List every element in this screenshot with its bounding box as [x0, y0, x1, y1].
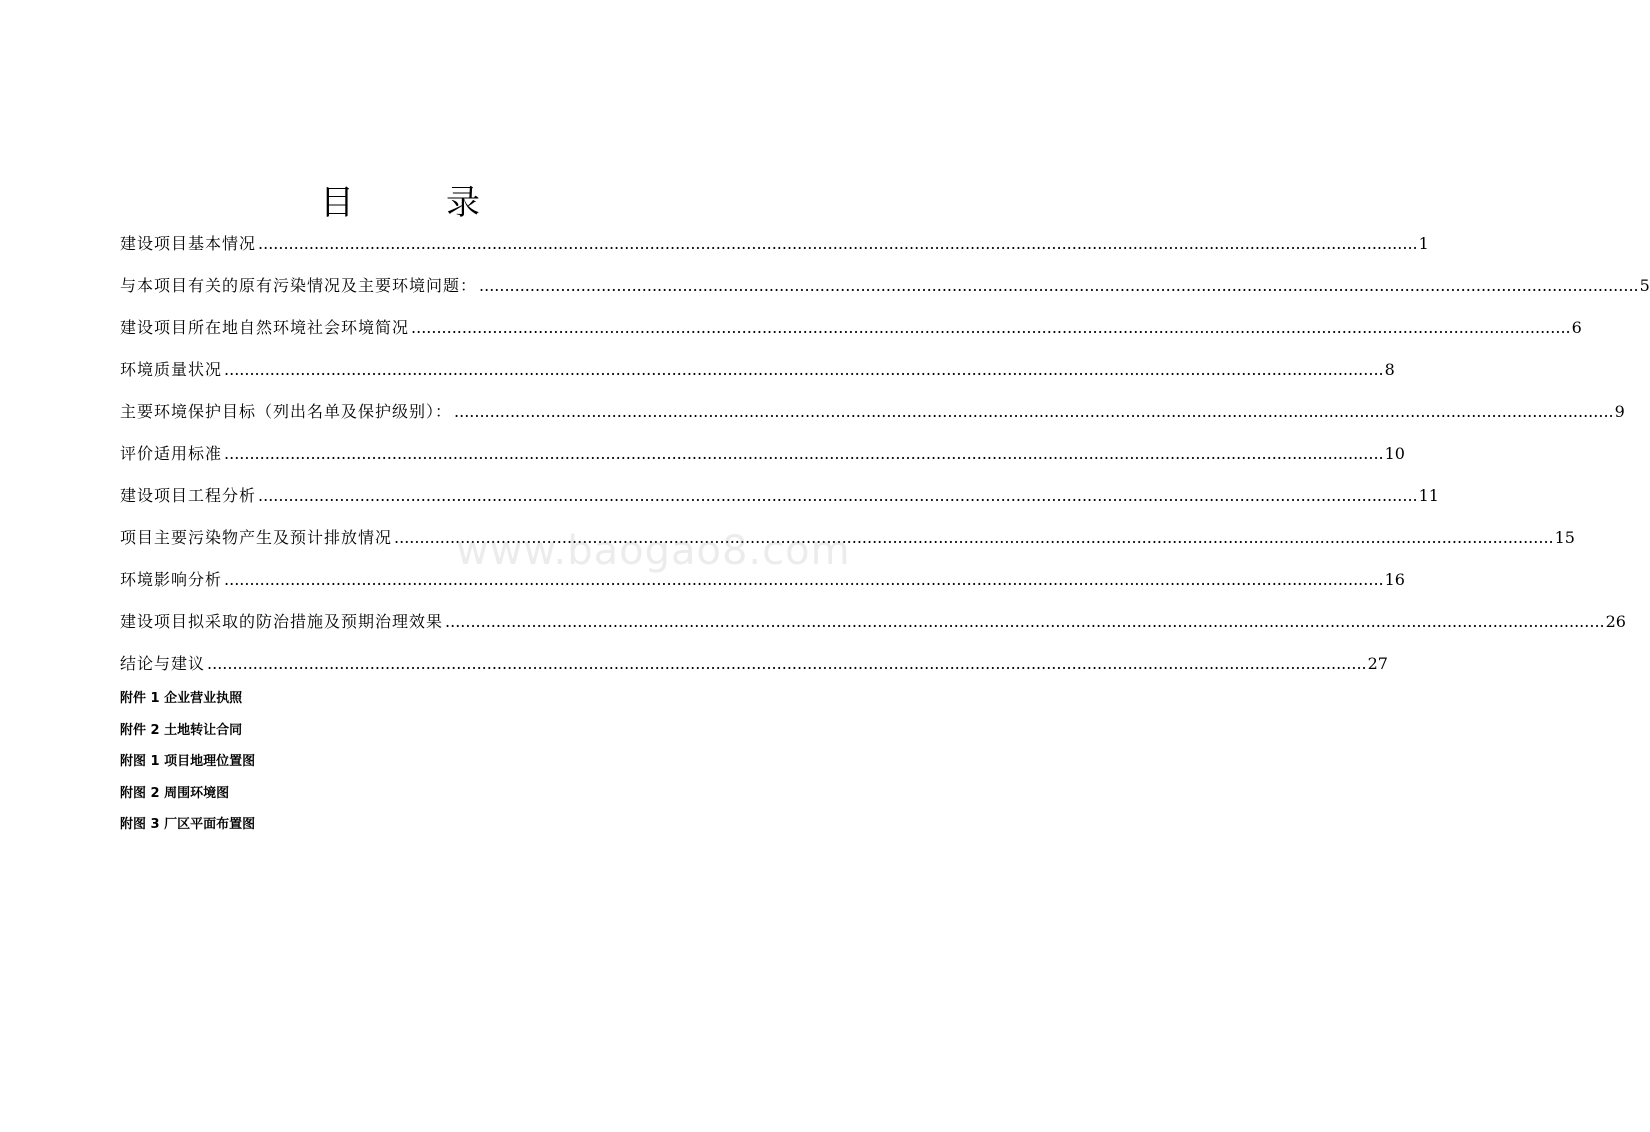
toc-entry-page: 27 — [1367, 654, 1388, 673]
toc-entry[interactable] — [120, 274, 1650, 316]
title-char-1: 目 — [320, 183, 354, 223]
toc-entry-page: 8 — [1384, 360, 1395, 379]
attachment-item[interactable]: 附图 3 厂区平面布置图 — [120, 817, 256, 832]
toc-entry[interactable] — [120, 358, 1395, 400]
toc-leader-dots — [479, 274, 1639, 298]
toc-leader-dots — [454, 400, 1614, 424]
title-char-2: 录 — [446, 183, 480, 223]
toc-leader-dots — [258, 484, 1418, 508]
toc-entry-label: 建设项目所在地自然环境社会环境简况 — [120, 318, 410, 337]
toc-leader-dots — [445, 610, 1605, 634]
toc-entry-label: 结论与建议 — [120, 654, 206, 673]
toc-entry[interactable] — [120, 484, 1439, 526]
toc-entry-page: 9 — [1614, 402, 1625, 421]
toc-entry-page: 26 — [1605, 612, 1626, 631]
toc-entry[interactable] — [120, 232, 1429, 274]
attachment-item[interactable]: 附件 2 土地转让合同 — [120, 722, 243, 738]
attachments-list — [120, 688, 255, 846]
toc-leader-dots — [207, 652, 1367, 676]
toc-entry-label: 环境影响分析 — [120, 570, 223, 589]
toc-leader-dots — [258, 232, 1418, 256]
toc-entry-page: 6 — [1571, 318, 1582, 337]
attachment-item[interactable]: 附图 1 项目地理位置图 — [120, 754, 256, 769]
toc-entry-label: 环境质量状况 — [120, 360, 223, 379]
toc-entry-page: 16 — [1384, 570, 1405, 589]
toc-entry-label: 评价适用标准 — [120, 444, 223, 463]
toc-entry[interactable] — [120, 442, 1405, 484]
table-of-contents — [120, 232, 1650, 694]
toc-entry-page: 5 — [1639, 276, 1650, 295]
toc-entry-page: 15 — [1554, 528, 1575, 547]
toc-entry-label: 与本项目有关的原有污染情况及主要环境问题： — [120, 276, 478, 295]
watermark-text: www.baogao8.com — [456, 528, 851, 574]
toc-entry[interactable] — [120, 568, 1405, 610]
page-title — [0, 178, 800, 228]
toc-leader-dots — [224, 442, 1384, 466]
toc-leader-dots — [224, 358, 1384, 382]
toc-entry-label: 建设项目工程分析 — [120, 486, 257, 505]
toc-entry[interactable] — [120, 316, 1582, 358]
toc-entry-label: 建设项目拟采取的防治措施及预期治理效果 — [120, 612, 444, 631]
toc-entry-page: 11 — [1418, 486, 1439, 505]
attachment-item[interactable]: 附图 2 周围环境图 — [120, 785, 230, 801]
toc-entry-label: 主要环境保护目标（列出名单及保护级别）： — [120, 402, 453, 421]
toc-entry-label: 项目主要污染物产生及预计排放情况 — [120, 528, 393, 547]
toc-entry[interactable] — [120, 610, 1626, 652]
toc-entry-page: 1 — [1418, 234, 1429, 253]
toc-entry-label: 建设项目基本情况 — [120, 234, 257, 253]
toc-entry[interactable] — [120, 400, 1625, 442]
toc-leader-dots — [411, 316, 1571, 340]
toc-entry-page: 10 — [1384, 444, 1405, 463]
attachment-item[interactable]: 附件 1 企业营业执照 — [120, 691, 243, 706]
